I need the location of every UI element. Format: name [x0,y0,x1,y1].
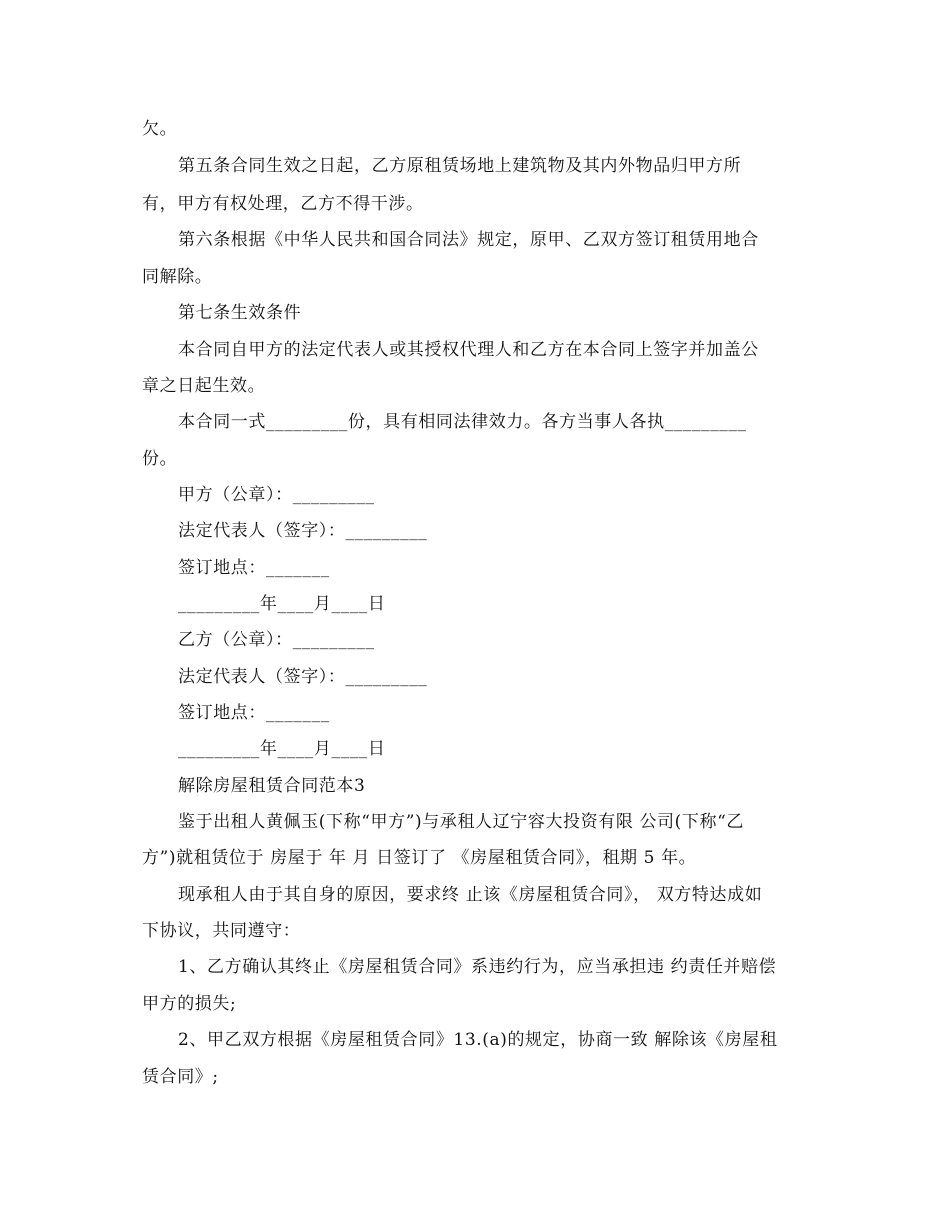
text-line: 鉴于出租人黄佩玉(下称“甲方”)与承租人辽宁容大投资有限 公司(下称“乙 [178,812,744,832]
text-line: 本合同自甲方的法定代表人或其授权代理人和乙方在本合同上签字并加盖公 [178,340,759,360]
signature-field: 签订地点：_______ [178,558,330,578]
text-line: 本合同一式_________份，具有相同法律效力。各方当事人各执_________ [178,412,747,432]
text-line: 欠。 [142,119,178,139]
signature-field: 法定代表人（签字）：_________ [178,667,428,687]
text-line: 同解除。 [142,267,213,287]
section-heading: 第七条生效条件 [178,303,302,323]
text-line: 方”)就租赁位于 房屋于 年 月 日签订了 《房屋租赁合同》，租期 5 年。 [142,848,697,868]
section-heading: 解除房屋租赁合同范本3 [178,776,366,796]
text-line: 份。 [142,449,178,469]
text-line: 赁合同》; [142,1067,219,1087]
signature-field: 法定代表人（签字）：_________ [178,521,428,541]
signature-field: 甲方（公章）：_________ [178,485,375,505]
text-line: 1、乙方确认其终止《房屋租赁合同》系违约行为，应当承担违 约责任并赔偿 [178,957,777,977]
text-line: 现承租人由于其自身的原因，要求终 止该《房屋租赁合同》， 双方特达成如 [178,885,763,905]
text-line: 甲方的损失; [142,994,237,1014]
date-field: _________年____月____日 [178,739,386,759]
signature-field: 乙方（公章）：_________ [178,630,375,650]
signature-field: 签订地点：_______ [178,703,330,723]
text-line: 章之日起生效。 [142,376,266,396]
text-line: 第五条合同生效之日起，乙方原租赁场地上建筑物及其内外物品归甲方所 [178,156,742,176]
text-line: 2、甲乙双方根据《房屋租赁合同》13.(a)的规定，协商一致 解除该《房屋租 [178,1030,778,1050]
text-line: 第六条根据《中华人民共和国合同法》规定，原甲、乙双方签订租赁用地合 [178,230,759,250]
text-line: 有，甲方有权处理，乙方不得干涉。 [142,194,424,214]
date-field: _________年____月____日 [178,594,386,614]
text-line: 下协议，共同遵守： [142,921,301,941]
